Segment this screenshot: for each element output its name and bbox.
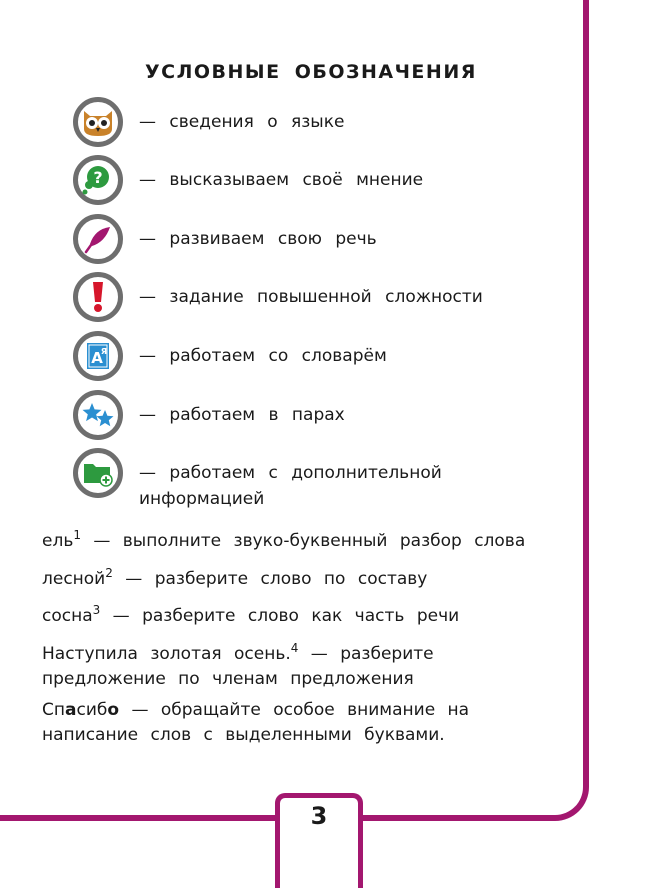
page-title: УСЛОВНЫЕ ОБОЗНАЧЕНИЯ <box>145 61 477 83</box>
legend-text: — задание повышенной сложности <box>139 287 483 307</box>
svg-text:?: ? <box>93 168 103 187</box>
note-word: ель <box>42 531 74 551</box>
note-sound-letter <box>42 523 552 554</box>
legend-text: — развиваем свою речь <box>139 229 377 249</box>
speech-question-icon <box>73 155 123 205</box>
note-word-composition <box>42 561 552 592</box>
note-word: лесной <box>42 569 106 589</box>
legend-text: — работаем со словарём <box>139 346 387 366</box>
note-text: — разберите слово как часть речи <box>100 606 460 626</box>
owl-icon <box>73 97 123 147</box>
quill-icon <box>73 214 123 264</box>
spelling-word: Спасибо <box>42 700 120 720</box>
page-number: 3 <box>310 802 328 830</box>
legend-text: — высказываем своё мнение <box>139 170 424 190</box>
note-text: — разберите предложение по членам предложения <box>42 644 434 689</box>
note-text: — обращайте особое внимание на написание слов с выделенными буквами. <box>42 700 470 745</box>
svg-text:A: A <box>91 349 103 367</box>
highlighted-letter: а <box>65 700 77 720</box>
exclamation-icon <box>73 272 123 322</box>
legend-text: — сведения о языке <box>139 112 345 132</box>
highlighted-letter: о <box>107 700 120 720</box>
folder-plus-icon <box>73 448 123 498</box>
svg-text:Я: Я <box>100 347 108 356</box>
note-superscript: 3 <box>92 603 101 617</box>
stars-icon <box>73 390 123 440</box>
legend-text: — работаем в парах <box>139 405 345 425</box>
note-text: — разберите слово по составу <box>112 569 428 589</box>
note-superscript: 2 <box>105 566 113 580</box>
legend-text: — работаем с дополнительной информацией <box>139 463 442 509</box>
note-superscript: 1 <box>73 528 81 542</box>
note-word: Наступила золотая осень. <box>42 644 291 664</box>
note-text: — выполните звуко-буквенный разбор слова <box>80 531 526 551</box>
note-part-of-speech <box>42 598 552 629</box>
note-superscript: 4 <box>290 641 299 655</box>
note-spelling <box>42 698 552 748</box>
dictionary-icon <box>73 331 123 381</box>
page-number-tab <box>275 793 363 888</box>
note-word: сосна <box>42 606 93 626</box>
note-sentence-parts <box>42 636 552 692</box>
